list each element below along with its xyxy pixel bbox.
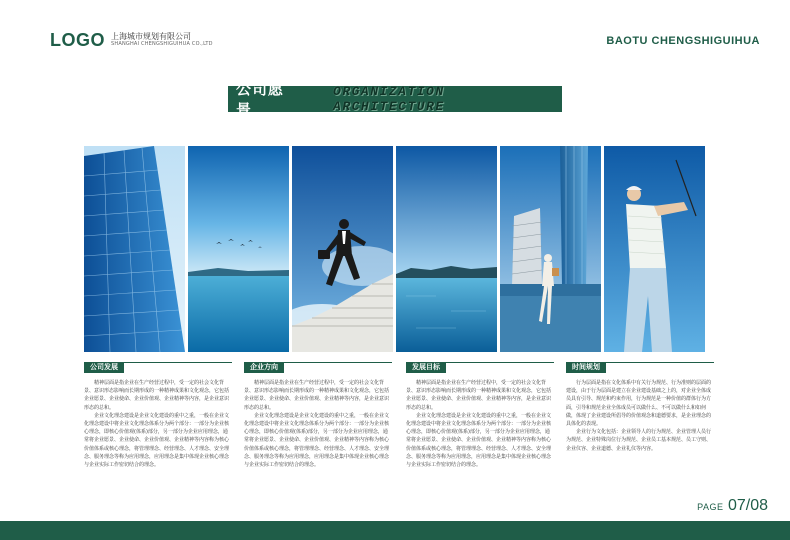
section-label: 发展目标 [406, 362, 446, 373]
footer-bar [0, 521, 790, 540]
section-paragraph: 企业行为文化包括：企业领导人的行为规范、企业管理人员行为规范、企业特殊岗位行为规范、企业员工基本规范、员工守则、企业仪容、企业道德、企业礼仪等内容。 [566, 429, 712, 452]
photo-businessman-stairs [292, 146, 393, 352]
section-paragraph: 企业文化理念建设是企业文化建设的重中之重，一般在企业文化理念建设中将企业文化理念体系分为两个部分：一部分为企业核心理念，即核心价值观(体系)部分，另一部分为企业应用理念，通常将企业愿景、企业使命、企业价值观、企业精神等内容称为核心价值体系或核心理念，将管理理念、经营理念、人才理念、安全理念、服务理念等称为应用理念，应用理念是集中体现企业核心理念与企业实际工作密切结合的理念。 [406, 412, 552, 469]
company-name-en: SHANGHAI CHENGSHIGUIHUA CO.,LTD [111, 41, 213, 48]
section-header [406, 362, 554, 373]
title-banner [228, 80, 562, 119]
page-title: 公司愿景 [236, 80, 285, 119]
photo-skyscraper-glass [84, 146, 185, 352]
section-header [84, 362, 232, 373]
page-count: 07/08 [727, 497, 768, 514]
section-label: 时间规划 [566, 362, 606, 373]
company-name-cn: 上海城市规划有限公司 [111, 32, 191, 42]
section-paragraph: 精神层面是指企业在生产经营过程中，受一定的社会文化背景、意识形态影响而长期形成的一种精神成果和文化观念，它包括企业愿景、企业使命、企业价值观、企业精神等内容，是企业意识形态的总和。 [244, 380, 390, 411]
photo-city-woman [500, 146, 601, 352]
section-time-planning [566, 362, 714, 453]
company-logo [50, 30, 213, 51]
section-paragraph: 行为层面是指在文化体系中有关行为规范、行为准则的层面的建设，由于行为层面是建立在企业建设基础之上的，对企业全体成员具有引导、规范和约束作用，行为规范是一种价值的群体行为方面，引导和规范企业全体成员可以做什么、不可以做什么和如何做，体现了企业建设所倡导的价值观念和道德要求，是企业理念的具体化的表现。 [566, 380, 712, 428]
section-development-goals [406, 362, 554, 469]
brand-name: BAOTU CHENGSHIGUIHUA [606, 35, 760, 47]
photo-sea-birds [188, 146, 289, 352]
section-company-development [84, 362, 232, 469]
photo-coastline [396, 146, 497, 352]
section-header [566, 362, 714, 373]
photo-golfer [604, 146, 705, 352]
section-body [406, 379, 554, 469]
section-label: 企业方向 [244, 362, 284, 373]
section-paragraph: 精神层面是指企业在生产经营过程中，受一定的社会文化背景、意识形态影响而长期形成的一种精神成果和文化观念，它包括企业愿景、企业使命、企业价值观、企业精神等内容，是企业意识形态的总和。 [406, 380, 552, 411]
logo-mark: LOGO [50, 30, 105, 50]
logo-text [111, 33, 213, 47]
section-body [244, 379, 392, 469]
section-header [244, 362, 392, 373]
section-paragraph: 企业文化理念建设是企业文化建设的重中之重，一般在企业文化理念建设中将企业文化理念体系分为两个部分：一部分为企业核心理念，即核心价值观(体系)部分，另一部分为企业应用理念，通常将企业愿景、企业使命、企业价值观、企业精神等内容称为核心价值体系或核心理念，将管理理念、经营理念、人才理念、安全理念、服务理念等称为应用理念，应用理念是集中体现企业核心理念与企业实际工作密切结合的理念。 [84, 412, 230, 469]
section-paragraph: 精神层面是指企业在生产经营过程中，受一定的社会文化背景、意识形态影响而长期形成的一种精神成果和文化观念，它包括企业愿景、企业使命、企业价值观、企业精神等内容，是企业意识形态的总和。 [84, 380, 230, 411]
page-label: PAGE [697, 502, 724, 512]
page-number [697, 497, 768, 515]
section-label: 公司发展 [84, 362, 124, 373]
section-paragraph: 企业文化理念建设是企业文化建设的重中之重，一般在企业文化理念建设中将企业文化理念体系分为两个部分：一部分为企业核心理念，即核心价值观(体系)部分，另一部分为企业应用理念，通常将企业愿景、企业使命、企业价值观、企业精神等内容称为核心价值体系或核心理念，将管理理念、经营理念、人才理念、安全理念、服务理念等称为应用理念，应用理念是集中体现企业核心理念与企业实际工作密切结合的理念。 [244, 412, 390, 469]
page-subtitle: ORGANIZATION ARCHITECTURE [333, 84, 445, 114]
section-enterprise-direction [244, 362, 392, 469]
section-body [84, 379, 232, 469]
section-body [566, 379, 714, 453]
